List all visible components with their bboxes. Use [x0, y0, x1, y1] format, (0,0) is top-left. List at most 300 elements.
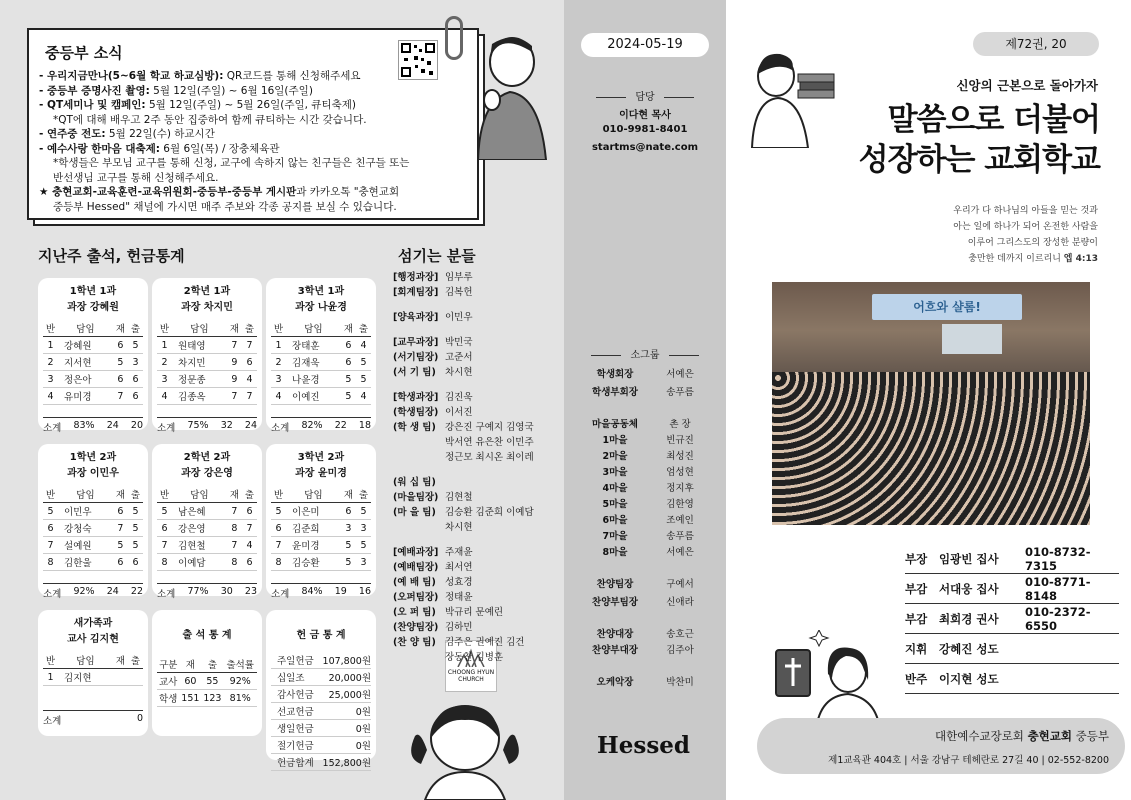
class-teacher: 과장 강혜원 — [67, 302, 119, 313]
cell: 123 — [201, 690, 223, 707]
cell: 정문종 — [172, 371, 227, 388]
staff-title: 부감 — [905, 581, 928, 596]
staff-title: 지휘 — [905, 641, 928, 656]
cell: 4 — [271, 388, 286, 405]
col-header: 담임 — [58, 486, 113, 503]
table-row — [43, 388, 143, 405]
sum-label: 소계 — [43, 716, 62, 727]
offering-amount: 20,000원 — [318, 669, 371, 686]
staff-row — [905, 664, 1119, 694]
cell-name: 오케악장 — [596, 677, 634, 688]
servant-row — [393, 505, 563, 520]
photo-screen — [942, 324, 1002, 354]
class-sum — [271, 417, 371, 434]
cell: 6 — [157, 520, 172, 537]
cell-row — [580, 674, 710, 688]
table-row — [271, 754, 371, 771]
servant-row — [393, 285, 563, 300]
cell: 7 — [227, 537, 242, 554]
cell: 차지민 — [172, 354, 227, 371]
col-header: 반 — [271, 486, 286, 503]
cell: 6 — [242, 503, 257, 520]
cell: 6 — [113, 337, 128, 354]
cell: 7 — [242, 337, 257, 354]
cell-name: 찬양부대장 — [592, 645, 638, 656]
table-row — [271, 354, 371, 371]
servant-names: 이민우 — [445, 312, 473, 323]
news-item-detail: 중등부 Hessed" 채널에 가시면 매주 주보와 각종 공지를 보실 수 있습니다. — [53, 200, 397, 213]
girl-illustration — [405, 700, 525, 800]
bible-verse — [840, 203, 1098, 267]
verse-line: 우리가 다 하나님의 아들을 믿는 것과 — [953, 206, 1098, 216]
cell: 8 — [43, 554, 58, 571]
cell: 5 — [356, 537, 371, 554]
col-header: 재 — [113, 486, 128, 503]
cell: 6 — [128, 371, 143, 388]
cell-leader: 빈규진 — [666, 435, 694, 446]
newfamily-table — [43, 652, 143, 686]
sum-cell: 22 — [334, 420, 347, 431]
cell-row — [580, 544, 710, 558]
servant-row — [393, 475, 563, 490]
newfamily-sum — [43, 710, 143, 727]
col-header: 출 — [128, 652, 143, 669]
boy-illustration — [470, 30, 550, 160]
news-item — [39, 142, 467, 157]
cell: 지서현 — [58, 354, 113, 371]
servant-names: 최서연 — [445, 562, 473, 573]
table-row — [271, 686, 371, 703]
class-table — [271, 486, 371, 571]
cell-name: 4마을 — [602, 483, 628, 494]
cell-name: 찬양대장 — [596, 629, 634, 640]
servant-names: 고준서 — [445, 352, 473, 363]
class-teacher: 과장 차지민 — [181, 302, 233, 313]
staff-phone[interactable]: 010-2372-6550 — [1025, 604, 1091, 633]
cell: 7 — [242, 520, 257, 537]
class-sum — [43, 417, 143, 434]
table-row — [43, 371, 143, 388]
cell: 4 — [356, 337, 371, 354]
cell: 9 — [227, 354, 242, 371]
col-header: 재 — [113, 652, 128, 669]
verse-line: 이루어 그리스도의 장성한 분량이 — [967, 238, 1098, 248]
table-row — [271, 388, 371, 405]
footer-church-name: 충현교회 — [1027, 729, 1073, 743]
offering-amount: 107,800원 — [318, 652, 371, 669]
sum-cell: 소계 — [271, 423, 290, 434]
sum-cell: 82% — [301, 420, 323, 431]
cell: 1 — [43, 669, 58, 686]
date-badge: 2024-05-19 — [581, 33, 709, 57]
cell-name: 1마을 — [602, 435, 628, 446]
staff-title: 반주 — [905, 671, 928, 686]
servant-row — [393, 605, 563, 620]
cell: 7 — [242, 388, 257, 405]
class-table — [43, 486, 143, 571]
cell: 강은영 — [172, 520, 227, 537]
offering-amount: 0원 — [318, 720, 371, 737]
col-header: 출 — [128, 320, 143, 337]
cell: 7 — [227, 388, 242, 405]
cell: 2 — [157, 354, 172, 371]
offering-label: 절기헌금 — [271, 737, 318, 754]
staff-name: 서대웅 집사 — [939, 581, 999, 596]
cell: 4 — [157, 388, 172, 405]
news-item — [39, 98, 467, 113]
staff-phone[interactable]: 010-8771-8148 — [1025, 574, 1091, 603]
table-row — [157, 354, 257, 371]
class-title: 1학년 1과 — [69, 286, 117, 297]
offering-label: 십일조 — [271, 669, 318, 686]
servant-names: 박민국 — [445, 337, 473, 348]
servant-role: [교무과장] — [393, 337, 439, 348]
footer-address: 제1교육관 404호 | 서울 강남구 테헤란로 27길 40 | 02-552-8200 — [828, 755, 1109, 766]
cell-leader: 송푸름 — [666, 387, 694, 398]
cell: 6 — [271, 520, 286, 537]
class-sum — [271, 583, 371, 600]
table-row — [157, 337, 257, 354]
staff-row — [905, 574, 1119, 604]
servants-list — [393, 270, 563, 675]
servant-row — [393, 635, 563, 650]
servant-names — [445, 475, 563, 490]
group-photo — [772, 282, 1090, 525]
footer-church-line — [757, 728, 1109, 744]
attendance-title: 지난주 출석, 헌금통계 — [38, 247, 185, 265]
group-gap — [393, 380, 563, 390]
class-sum — [43, 583, 143, 600]
class-title: 1학년 2과 — [69, 452, 117, 463]
news-item-text: 5월 22일(수) 하교시간 — [105, 128, 215, 140]
cell: 유미경 — [58, 388, 113, 405]
main-title — [760, 100, 1100, 180]
class-table — [43, 320, 143, 405]
cell: 92% — [223, 673, 257, 690]
servant-role: (예 배 팀) — [393, 577, 436, 588]
cell-row — [580, 626, 710, 640]
cell: 남은혜 — [172, 503, 227, 520]
attendance-stats-table — [157, 656, 257, 707]
class-title: 2학년 2과 — [183, 452, 231, 463]
cell: 5 — [341, 371, 356, 388]
servant-row — [393, 545, 563, 560]
table-row — [157, 690, 257, 707]
volume-badge: 제72권, 20 — [973, 32, 1099, 56]
cell-name: 찬양팀장 — [596, 579, 634, 590]
servant-row — [393, 590, 563, 605]
cell: 8 — [157, 554, 172, 571]
staff-name: 이지현 성도 — [939, 671, 999, 686]
table-row — [271, 503, 371, 520]
cell-leader: 정지후 — [666, 483, 694, 494]
news-item-text: QR코드를 통해 신청해주세요 — [223, 70, 361, 82]
pastor-phone[interactable]: 010-9981-8401 — [602, 124, 688, 135]
church-logo-name: CHOONG HYUN — [447, 669, 495, 676]
servant-names: 김하민 — [445, 622, 473, 633]
col-header: 재 — [227, 486, 242, 503]
servant-row — [393, 575, 563, 590]
cell: 5 — [128, 503, 143, 520]
sum-cell: 24 — [106, 420, 119, 431]
cell: 3 — [43, 371, 58, 388]
cell-leader: 구예서 — [666, 579, 694, 590]
cell: 이예담 — [172, 554, 227, 571]
contact-title-text: 담당 — [635, 92, 655, 103]
cell-title — [564, 346, 726, 361]
news-item — [39, 84, 467, 99]
cell: 설예원 — [58, 537, 113, 554]
cell: 강청숙 — [58, 520, 113, 537]
offering-amount: 0원 — [318, 703, 371, 720]
cell: 9 — [227, 371, 242, 388]
cell-row — [580, 384, 710, 398]
cell-leader: 김주아 — [666, 645, 694, 656]
servant-row — [393, 335, 563, 350]
cell-row — [580, 642, 710, 656]
cell: 5 — [128, 337, 143, 354]
col-header: 출 — [201, 656, 223, 673]
servant-role: (오 퍼 팀) — [393, 607, 436, 618]
news-item-detail: *QT에 대해 배우고 2주 동안 집중하여 함께 큐티하는 시간 갖습니다. — [53, 113, 367, 126]
table-row — [43, 520, 143, 537]
table-row — [271, 371, 371, 388]
church-logo-sub: CHURCH — [458, 676, 484, 683]
qr-code-icon[interactable] — [398, 40, 438, 80]
cell: 7 — [113, 388, 128, 405]
servant-role: (서기팀장) — [393, 352, 439, 363]
cell: 김종옥 — [172, 388, 227, 405]
cell-leader: 최성진 — [666, 451, 694, 462]
sum-cell: 소계 — [157, 589, 176, 600]
offering-title: 헌 금 통 계 — [296, 630, 346, 641]
cell: 5 — [341, 388, 356, 405]
servant-role: (워 십 팀) — [393, 477, 436, 488]
staff-title: 부감 — [905, 611, 928, 626]
cell-name: 8마을 — [602, 547, 628, 558]
contact-title — [564, 88, 726, 103]
col-header: 재 — [341, 486, 356, 503]
table-row — [271, 554, 371, 571]
cell: 7 — [227, 503, 242, 520]
woman-bible-illustration — [770, 630, 890, 730]
sum-cell: 19 — [334, 586, 347, 597]
class-teacher: 과장 나윤경 — [295, 302, 347, 313]
cell-leader: 박찬미 — [666, 677, 694, 688]
offering-label: 주일헌금 — [271, 652, 318, 669]
sum-cell: 83% — [73, 420, 95, 431]
servant-role: (마을팀장) — [393, 492, 439, 503]
newfamily-title: 새가족과 — [73, 618, 113, 629]
group-gap — [393, 665, 563, 675]
cell-row — [580, 512, 710, 526]
paperclip-icon — [445, 16, 463, 60]
cell-leader: 송푸름 — [666, 531, 694, 542]
table-row — [43, 669, 143, 686]
col-header: 반 — [43, 652, 58, 669]
cell-row — [580, 416, 710, 430]
col-header: 담임 — [58, 320, 113, 337]
col-header: 재 — [341, 320, 356, 337]
table-row — [157, 673, 257, 690]
servant-names: 박규리 문예린 — [445, 607, 504, 618]
news-item-label: - QT세미나 및 캠페인: — [39, 99, 146, 111]
newfamily-teacher: 교사 김지현 — [67, 634, 119, 645]
staff-name: 임광빈 집사 — [939, 551, 999, 566]
servant-names: 김승환 김준희 이예담 — [445, 507, 534, 518]
cell-row — [580, 366, 710, 380]
col-header: 반 — [43, 320, 58, 337]
offering-amount: 0원 — [318, 737, 371, 754]
cell: 8 — [227, 520, 242, 537]
offering-table — [271, 652, 371, 771]
servants-title: 섬기는 분들 — [398, 247, 476, 265]
staff-title: 부장 — [905, 551, 928, 566]
cell: 3 — [271, 371, 286, 388]
servant-row — [393, 420, 563, 435]
servant-names: 차시현 — [445, 522, 473, 533]
class-title: 3학년 1과 — [297, 286, 345, 297]
attendance-stats-title: 출 석 통 계 — [182, 630, 232, 641]
cell: 7 — [157, 537, 172, 554]
servant-names: 주재윤 — [445, 547, 473, 558]
cell — [128, 669, 143, 686]
cell-title-text: 소그룹 — [630, 350, 660, 361]
class-card — [266, 278, 376, 434]
sum-cell: 20 — [130, 420, 143, 431]
cell-row — [580, 594, 710, 608]
staff-name: 강혜진 성도 — [939, 641, 999, 656]
cell-name: 3마을 — [602, 467, 628, 478]
hessed-brand: Hessed — [597, 732, 690, 759]
col-header: 출 — [242, 486, 257, 503]
news-item — [39, 185, 467, 200]
class-sum — [157, 417, 257, 434]
cell-name: 찬양부팀장 — [592, 597, 638, 608]
group-gap — [393, 300, 563, 310]
cell: 8 — [227, 554, 242, 571]
group-gap — [393, 325, 563, 335]
table-row — [43, 503, 143, 520]
sum-cell: 소계 — [271, 589, 290, 600]
footer-church-prefix: 대한예수교장로회 — [935, 729, 1024, 743]
footer — [757, 718, 1125, 774]
cell: 8 — [271, 554, 286, 571]
class-table — [157, 320, 257, 405]
main-title-line1: 말씀으로 더불어 — [887, 102, 1100, 138]
photo-crowd — [772, 372, 1090, 525]
cell: 김승환 — [286, 554, 341, 571]
sum-cell: 24 — [106, 586, 119, 597]
sum-cell: 84% — [301, 586, 323, 597]
table-row — [157, 520, 257, 537]
col-header: 반 — [271, 320, 286, 337]
cell-leader: 엄성현 — [666, 467, 694, 478]
servant-row — [393, 435, 563, 450]
offering-label: 헌금합계 — [271, 754, 318, 771]
cell: 원태영 — [172, 337, 227, 354]
cell-row — [580, 528, 710, 542]
servant-names: 김주은 권예진 김건 — [445, 637, 525, 648]
cell: 5 — [128, 520, 143, 537]
sum-cell: 18 — [358, 420, 371, 431]
pastor-email[interactable]: startms@nate.com — [591, 142, 698, 153]
cell: 1 — [271, 337, 286, 354]
news-item-label: - 예수사랑 한마음 대축제: — [39, 142, 160, 155]
class-card — [152, 278, 262, 434]
group-gap — [393, 465, 563, 475]
cell: 김한울 — [58, 554, 113, 571]
cell-row — [580, 480, 710, 494]
col-header: 담임 — [286, 486, 341, 503]
offering-label: 선교헌금 — [271, 703, 318, 720]
cell: 7 — [227, 337, 242, 354]
cell: 6 — [341, 354, 356, 371]
col-header: 담임 — [172, 486, 227, 503]
col-header: 재 — [227, 320, 242, 337]
servant-row — [393, 450, 563, 465]
col-header: 재 — [113, 320, 128, 337]
servant-row — [393, 270, 563, 285]
cell: 1 — [43, 337, 58, 354]
verse-line: 아는 일에 하나가 되어 온전한 사람을 — [953, 222, 1098, 232]
cell-name: 학생회장 — [596, 369, 634, 380]
sum-cell: 77% — [187, 586, 209, 597]
cell: 6 — [242, 354, 257, 371]
news-item-text: 5월 12일(주일) ~ 5월 26일(주일, 큐티축제) — [145, 99, 356, 111]
cell: 김지현 — [58, 669, 113, 686]
col-header: 반 — [157, 320, 172, 337]
col-header: 반 — [157, 486, 172, 503]
cell: 6 — [113, 554, 128, 571]
servant-names: 차시현 — [445, 367, 473, 378]
cell: 2 — [43, 354, 58, 371]
class-card — [266, 444, 376, 600]
servant-row — [393, 390, 563, 405]
sum-cell: 22 — [130, 586, 143, 597]
cell: 5 — [356, 371, 371, 388]
cell: 이예진 — [286, 388, 341, 405]
servant-role — [393, 650, 445, 665]
servant-role: (서 기 팀) — [393, 367, 436, 378]
cell: 김현철 — [172, 537, 227, 554]
servant-names: 김복헌 — [445, 287, 473, 298]
servant-role — [393, 520, 445, 535]
cell: 6 — [341, 337, 356, 354]
class-table — [157, 486, 257, 571]
cell: 6 — [128, 554, 143, 571]
cell-name: 5마을 — [602, 499, 628, 510]
servant-names: 박서연 유은찬 이민주 — [445, 437, 534, 448]
cell: 2 — [271, 354, 286, 371]
cell: 3 — [356, 520, 371, 537]
staff-row — [905, 634, 1119, 664]
class-title: 2학년 1과 — [183, 286, 231, 297]
cell: 학생 — [157, 690, 179, 707]
staff-phone[interactable]: 010-8732-7315 — [1025, 544, 1091, 573]
servant-row — [393, 405, 563, 420]
class-teacher: 과장 강은영 — [181, 468, 233, 479]
cell-row — [580, 464, 710, 478]
cell-name: 6마을 — [602, 515, 628, 526]
photo-banner-text: 어흐와 샬롬! — [913, 300, 981, 314]
cell: 5 — [341, 537, 356, 554]
attendance-stats-card — [152, 610, 262, 736]
cell-leader: 서예은 — [666, 369, 694, 380]
cell: 6 — [242, 554, 257, 571]
offering-label: 생일헌금 — [271, 720, 318, 737]
table-row — [43, 537, 143, 554]
